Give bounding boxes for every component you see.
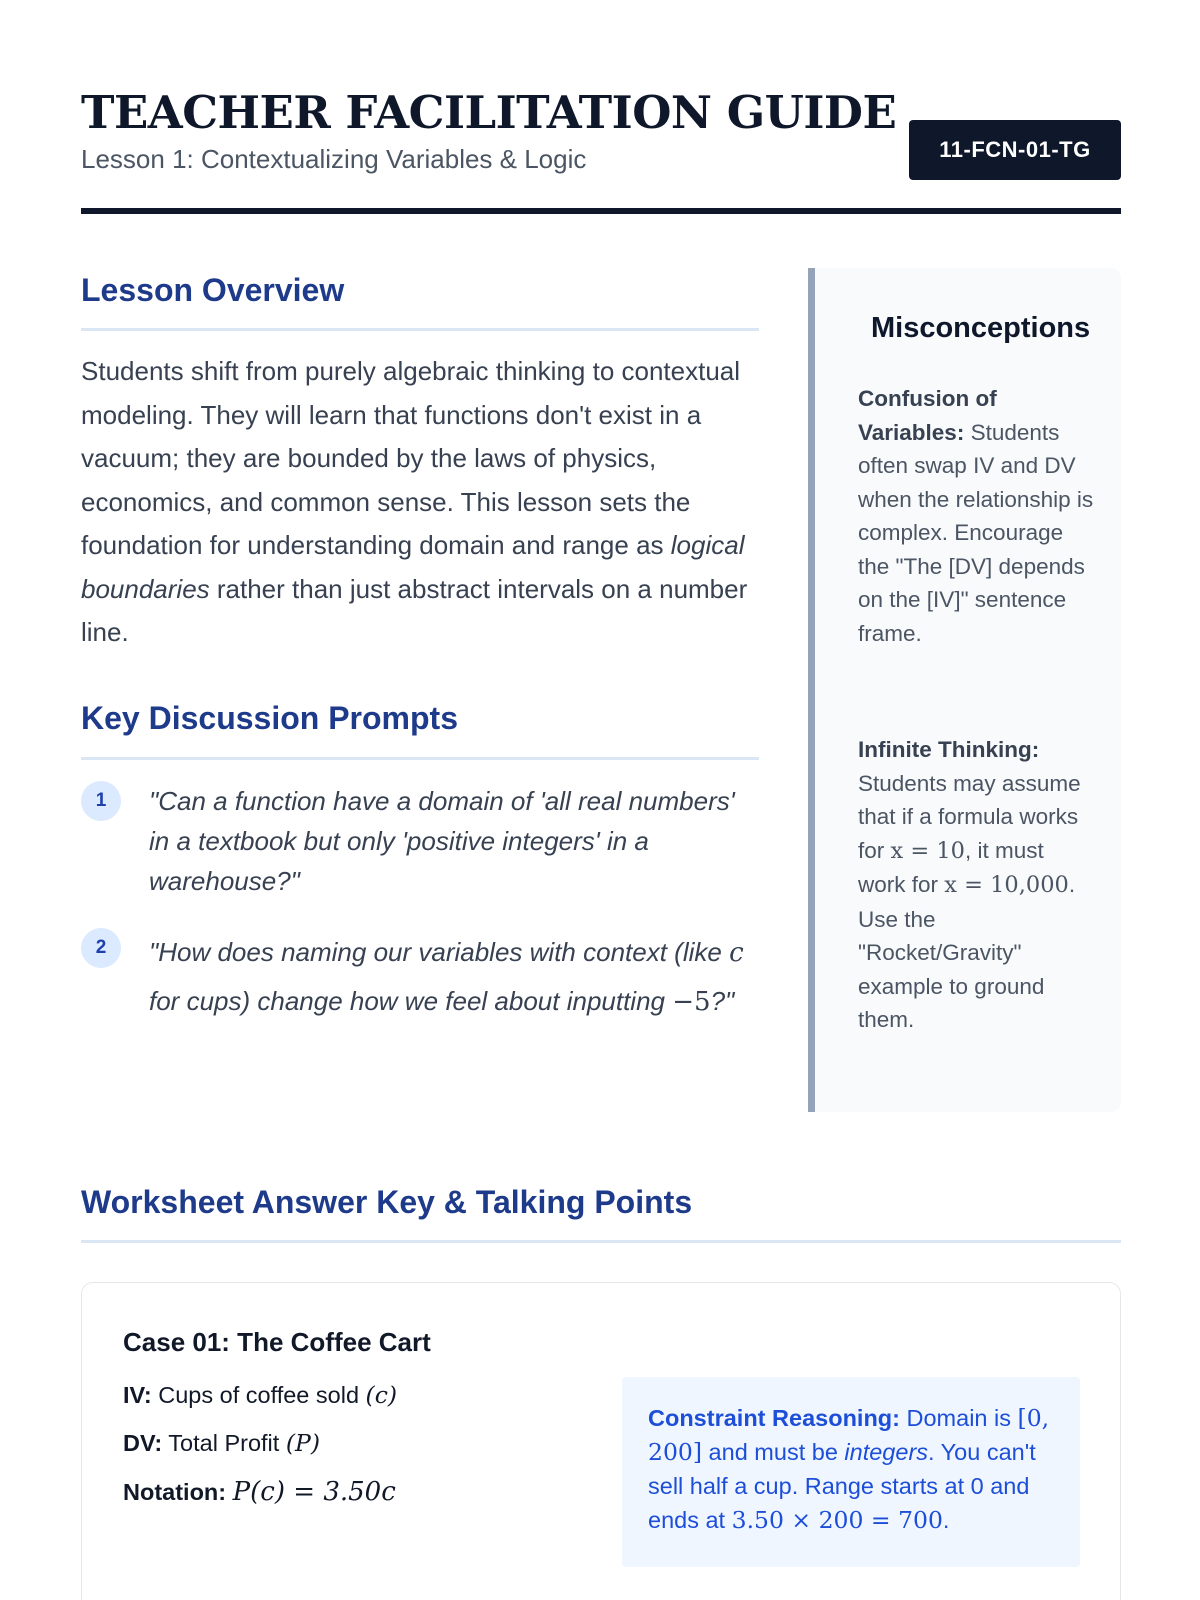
iv-text: Cups of coffee sold	[151, 1382, 366, 1408]
constraint-math-2: 3.50 × 200 = 700	[731, 1506, 943, 1534]
notation-math: P(c) = 3.50c	[232, 1477, 396, 1507]
prompt-math-variable: c	[729, 938, 744, 968]
header-divider	[81, 208, 1121, 214]
document-header	[81, 84, 1121, 214]
dv-label: DV:	[123, 1430, 163, 1456]
iv-math: (c)	[365, 1381, 398, 1409]
misconception-text-middle: , it must work for	[858, 837, 1044, 897]
constraint-emphasis: integers	[844, 1439, 929, 1465]
overview-text-start: Students shift from purely algebraic thinking to contextual modeling. They will learn that functions don't exist in a vacuum; they are bounded by the laws of physics, economics, and common sense. This lesson sets the foundation for understanding domain and range as	[81, 356, 741, 560]
constraint-reasoning-box	[622, 1377, 1080, 1567]
overview-divider	[81, 328, 759, 331]
prompt-text-end: ?"	[710, 986, 735, 1016]
overview-heading: Lesson Overview	[81, 272, 345, 308]
case-notation-line	[123, 1477, 396, 1507]
dv-text: Total Profit	[162, 1430, 286, 1456]
misconceptions-title: Misconceptions	[871, 312, 1091, 344]
prompt-text: "Can a function have a domain of 'all real numbers' in a textbook but only 'positive integers' in a warehouse?"	[149, 786, 735, 896]
prompt-number-badge: 1	[81, 781, 121, 821]
prompts-divider	[81, 757, 759, 760]
misconception-math-2: x = 10,000	[944, 872, 1069, 898]
document-title: TEACHER FACILITATION GUIDE	[81, 86, 897, 139]
document-code-badge: 11-FCN-01-TG	[909, 120, 1121, 180]
prompt-item-1	[81, 781, 761, 901]
misconception-label: Confusion of Variables:	[858, 386, 997, 445]
prompts-heading: Key Discussion Prompts	[81, 700, 458, 736]
worksheet-divider	[81, 1240, 1121, 1243]
case-card	[81, 1282, 1121, 1600]
notation-label: Notation:	[123, 1479, 227, 1505]
dv-math: (P)	[285, 1429, 320, 1457]
prompt-text-middle: for cups) change how we feel about inputting	[149, 986, 673, 1016]
constraint-math-1: [0, 200]	[648, 1404, 1050, 1466]
misconception-text-start: Students may assume that if a formula works for	[858, 770, 1081, 863]
prompt-text	[149, 928, 749, 1026]
misconception-text-end: . Use the "Rocket/Gravity" example to ground them.	[858, 872, 1076, 1032]
iv-label: IV:	[123, 1382, 152, 1408]
misconceptions-sidebar	[808, 268, 1121, 1112]
misconception-label: Infinite Thinking:	[858, 737, 1040, 762]
prompt-item-2	[81, 928, 761, 1068]
case-iv-line	[123, 1381, 397, 1409]
document-subtitle: Lesson 1: Contextualizing Variables & Logic	[81, 144, 587, 174]
overview-paragraph	[81, 350, 751, 655]
prompt-math-value: −5	[672, 987, 711, 1017]
prompt-number-badge: 2	[81, 928, 121, 968]
overview-text-end: rather than just abstract intervals on a number line.	[81, 573, 748, 647]
overview-emphasis: logical boundaries	[81, 530, 745, 604]
misconception-math-1: x = 10	[890, 837, 965, 864]
case-title: Case 01: The Coffee Cart	[123, 1327, 431, 1357]
worksheet-heading: Worksheet Answer Key & Talking Points	[81, 1184, 693, 1220]
misconception-item-variables	[858, 382, 1096, 650]
constraint-text-3: . You can't sell half a cup. Range starts at 0 and ends at	[648, 1439, 1036, 1533]
constraint-text-2: and must be	[702, 1439, 845, 1465]
misconception-text: Students often swap IV and DV when the relationship is complex. Encourage the "The [DV] depends on the [IV]" sentence frame.	[858, 419, 1094, 646]
prompt-text-start: "How does naming our variables with context (like	[149, 937, 730, 967]
case-dv-line	[123, 1429, 320, 1457]
constraint-label: Constraint Reasoning:	[648, 1405, 900, 1431]
misconception-item-infinite	[858, 733, 1096, 1037]
constraint-text-4: .	[942, 1507, 950, 1533]
constraint-text-1: Domain is	[899, 1405, 1018, 1431]
